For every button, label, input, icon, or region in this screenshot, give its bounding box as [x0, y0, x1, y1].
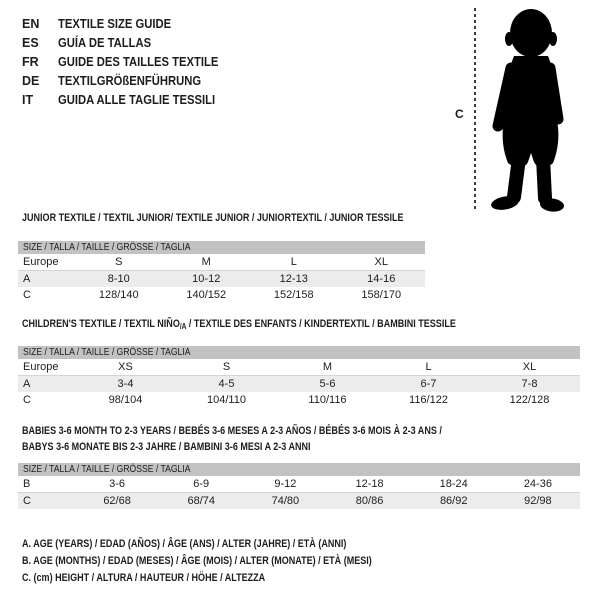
language-label: TEXTILE SIZE GUIDE	[58, 17, 172, 31]
size-cell: 104/110	[207, 394, 246, 406]
size-cell: L	[425, 361, 432, 373]
legend-line-c-text: C. (cm) HEIGHT / ALTURA / HAUTEUR / HÖHE / ALTEZZA	[22, 572, 266, 584]
language-row	[22, 34, 236, 53]
size-cell: 140/152	[186, 289, 227, 301]
size-cell: S	[222, 361, 231, 373]
size-cell: 98/104	[108, 394, 143, 406]
size-cell: 12-13	[279, 273, 308, 285]
size-cell: 74/80	[271, 495, 300, 507]
size-cell: L	[290, 256, 297, 268]
language-code: EN	[22, 17, 40, 31]
table-row	[18, 476, 580, 493]
size-cell: S	[115, 256, 123, 268]
language-code: ES	[22, 36, 39, 50]
size-cell: 80/86	[355, 495, 384, 507]
height-measure-dashed-line	[474, 8, 476, 210]
language-code: DE	[22, 74, 40, 88]
size-cell: XL	[522, 361, 537, 373]
size-cell: 7-8	[521, 378, 538, 390]
measure-legend	[22, 536, 449, 587]
legend-line-b	[22, 553, 449, 570]
legend-line-a-text: A. AGE (YEARS) / EDAD (AÑOS) / ÂGE (ANS) / ALTER (JAHRE) / ETÀ (ANNI)	[22, 538, 347, 550]
language-code: IT	[22, 93, 34, 107]
row-label: C	[23, 495, 31, 507]
size-cell: 6-9	[193, 478, 210, 490]
junior-section-title	[22, 212, 487, 224]
row-label: C	[23, 289, 31, 301]
legend-line-b-text: B. AGE (MONTHS) / EDAD (MESES) / ÂGE (MOIS) / ALTER (MONATE) / ETÀ (MESI)	[22, 555, 372, 567]
legend-line-a	[22, 536, 449, 553]
table-row	[18, 392, 580, 408]
size-cell: 92/98	[524, 495, 552, 507]
table-row	[18, 254, 425, 271]
size-cell: 6-7	[420, 378, 437, 390]
baby-silhouette-icon	[482, 6, 578, 212]
language-list	[22, 15, 236, 110]
language-row	[22, 72, 236, 91]
size-header-bar	[18, 241, 425, 254]
language-row	[22, 53, 236, 72]
junior-size-table	[18, 254, 425, 303]
size-cell: 9-12	[274, 478, 297, 490]
size-cell: M	[201, 256, 211, 268]
babies-title-line1: BABIES 3-6 MONTH TO 2-3 YEARS / BEBÉS 3-6 MESES A 2-3 AÑOS / BÉBÉS 3-6 MOIS À 2-3 ANS /	[22, 425, 442, 437]
children-title-prefix: CHILDREN'S TEXTILE / TEXTIL NIÑO	[22, 318, 180, 330]
children-size-table-wrap	[18, 346, 580, 408]
size-header-text: SIZE / TALLA / TAILLE / GRÖSSE / TAGLIA	[23, 346, 191, 358]
size-cell: 158/170	[361, 289, 402, 301]
row-label: Europe	[23, 361, 59, 373]
size-cell: XL	[374, 256, 388, 268]
table-row	[18, 359, 580, 376]
size-cell: 14-16	[367, 273, 396, 285]
table-row	[18, 493, 580, 510]
size-cell: 152/158	[273, 289, 314, 301]
size-header-bar	[18, 346, 580, 359]
row-label: Europe	[23, 256, 59, 268]
children-size-table	[18, 359, 580, 408]
children-title-suffix: / TEXTILE DES ENFANTS / KINDERTEXTIL / BAMBINI TESSILE	[186, 318, 456, 330]
size-cell: 116/122	[409, 394, 448, 406]
row-label: B	[23, 478, 31, 490]
size-cell: 10-12	[192, 273, 221, 285]
size-cell: XS	[118, 361, 133, 373]
size-cell: 128/140	[98, 289, 139, 301]
size-cell: M	[322, 361, 333, 373]
language-label: GUIDA ALLE TAGLIE TESSILI	[58, 93, 216, 107]
babies-section-title	[22, 423, 534, 455]
size-cell: 122/128	[509, 394, 550, 406]
children-title-subscript: /A	[179, 322, 187, 331]
size-cell: 12-18	[355, 478, 384, 490]
size-cell: 110/116	[308, 394, 347, 406]
children-section-title-text	[22, 318, 456, 331]
language-code: FR	[22, 55, 39, 69]
table-row	[18, 376, 580, 393]
size-cell: 4-5	[218, 378, 235, 390]
row-label: A	[23, 273, 31, 285]
height-measure-label: C	[455, 107, 464, 121]
table-row	[18, 271, 425, 288]
children-section-title	[22, 318, 551, 331]
junior-section-title-text: JUNIOR TEXTILE / TEXTIL JUNIOR/ TEXTILE JUNIOR / JUNIORTEXTIL / JUNIOR TESSILE	[22, 212, 404, 224]
row-label: C	[23, 394, 31, 406]
junior-size-table-wrap	[18, 241, 425, 303]
size-header-bar	[18, 463, 580, 476]
size-header-text: SIZE / TALLA / TAILLE / GRÖSSE / TAGLIA	[23, 463, 191, 475]
size-cell: 3-6	[109, 478, 126, 490]
language-label: GUIDE DES TAILLES TEXTILE	[58, 55, 219, 69]
language-row	[22, 91, 236, 110]
babies-size-table	[18, 476, 580, 509]
language-row	[22, 15, 236, 34]
size-cell: 5-6	[319, 378, 336, 390]
size-cell: 3-4	[117, 378, 134, 390]
table-row	[18, 287, 425, 303]
size-header-text: SIZE / TALLA / TAILLE / GRÖSSE / TAGLIA	[23, 241, 191, 253]
size-cell: 24-36	[523, 478, 552, 490]
row-label: A	[23, 378, 31, 390]
language-label: GUÍA DE TALLAS	[58, 36, 152, 50]
legend-line-c	[22, 570, 449, 587]
size-cell: 86/92	[439, 495, 468, 507]
size-cell: 8-10	[107, 273, 130, 285]
babies-title-line2: BABYS 3-6 MONATE BIS 2-3 JAHRE / BAMBINI 3-6 MESI A 2-3 ANNI	[22, 441, 311, 453]
size-cell: 68/74	[187, 495, 215, 507]
language-label: TEXTILGRÖßENFÜHRUNG	[58, 74, 202, 88]
babies-size-table-wrap	[18, 463, 580, 509]
size-cell: 62/68	[103, 495, 131, 507]
size-cell: 18-24	[439, 478, 468, 490]
